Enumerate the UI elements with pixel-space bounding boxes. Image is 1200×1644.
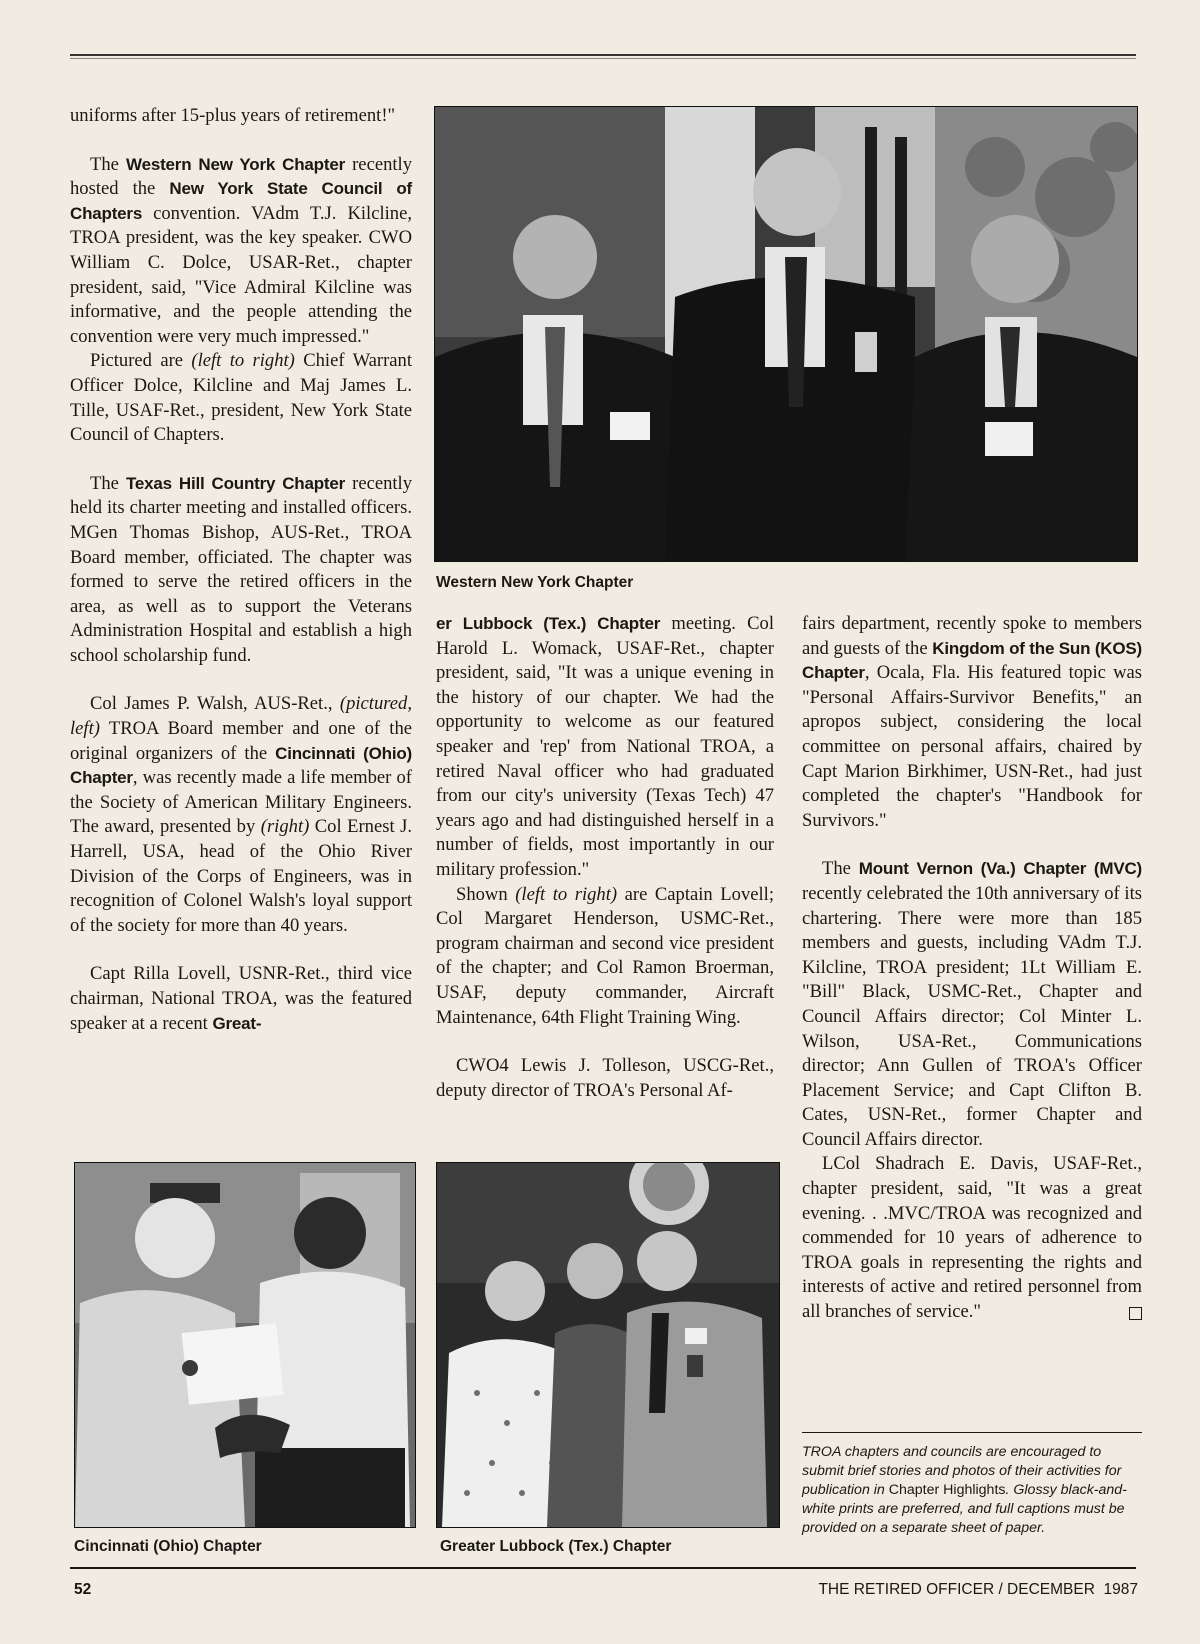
chapter-name-western-ny: Western New York Chapter (126, 154, 345, 174)
chapter-name-lubbock-start: Great- (212, 1013, 262, 1033)
paragraph-cincinnati: Col James P. Walsh, AUS-Ret., (pictured, left) TROA Board member and one of the original organizers of the Cincinnati (Ohio) Chapter, was recently made a life member of the Society of American Military Engineers. The award, presented by (right) Col Ernest J. Harrell, USA, head of the Ohio River Division of the Corps of Engineers, was in recognition of Colonel Walsh's loyal support of the society for more than 40 years. (70, 693, 413, 936)
caption-cincinnati: Cincinnati (Ohio) Chapter (74, 1538, 262, 1555)
paragraph-davis: LCol Shadrach E. Davis, USAF-Ret., chapter president, said, "It was a great evening. . .MVC/TROA was recognized and commended for 10 years of adherence to TROA goals in representing the rights and interests of active and retired personnel from all branches of service." (802, 1153, 1142, 1323)
column-3 (802, 612, 1142, 1325)
chapter-name-lubbock-end: er Lubbock (Tex.) Chapter (436, 614, 661, 633)
column-1 (70, 104, 412, 1036)
chapter-name-mount-vernon: Mount Vernon (Va.) Chapter (MVC) (858, 859, 1142, 879)
paragraph-shown: Shown (left to right) are Captain Lovell; Col Margaret Henderson, USMC-Ret., program chairman and second vice president of the chapter; and Col Ramon Broerman, USAF, deputy commander, Aircraft Maintenance, 64th Flight Training Wing. (436, 883, 774, 1028)
paragraph-pictured: Pictured are (left to right) Chief Warrant Officer Dolce, Kilcline and Maj James L. Tille, USAF-Ret., president, New York State Council of Chapters. (70, 350, 412, 446)
paragraph-mount-vernon: The Mount Vernon (Va.) Chapter (MVC) recently celebrated the 10th anniversary of its chartering. There were more than 185 members and guests, including VAdm T.J. Kilcline, TROA president; 1Lt William E. "Bill" Black, USMC-Ret., Chapter and Council Affairs director; Col Minter L. Wilson, USA-Ret., Communications director; Ann Gullen of TROA's Officer Placement Service; and Capt Clifton B. Cates, USN-Ret., former Chapter and Council Affairs director. (802, 858, 1142, 1150)
end-of-article-icon (1129, 1307, 1142, 1320)
column-2 (436, 612, 774, 1103)
chapter-name-cincinnati: Cincinnati (Ohio) Chapter (70, 743, 413, 788)
paragraph-lubbock: er Lubbock (Tex.) Chapter meeting. Col Harold L. Womack, USAF-Ret., chapter president, said, "It was a unique evening in the history of our chapter. We had the opportunity to welcome as our featured speaker and 'rep' from National TROA, a retired Naval officer who had graduated from our city's university (Texas Tech) 47 years ago and had distinguished herself in a number of fields, most importantly in our military profession." (436, 613, 774, 880)
paragraph-lovell: Capt Rilla Lovell, USNR-Ret., third vice chairman, National TROA, was the featured speaker at a recent Great- (70, 963, 412, 1034)
paragraph-continued: uniforms after 15-plus years of retirement!" (70, 105, 396, 126)
paragraph-western-ny: The Western New York Chapter recently hosted the New York State Council of Chapters convention. VAdm T.J. Kilcline, TROA president, was the key speaker. CWO William C. Dolce, USAR-Ret., chapter president, said, "Vice Admiral Kilcline was informative, and the people attending the convention were very much impressed." (70, 153, 412, 347)
photo-western-ny-chapter (434, 106, 1138, 562)
caption-lubbock: Greater Lubbock (Tex.) Chapter (440, 1538, 672, 1555)
council-name-nys: New York State Council of Chapters (70, 179, 412, 223)
chapter-name-texas-hill: Texas Hill Country Chapter (126, 473, 346, 493)
caption-western-ny: Western New York Chapter (436, 574, 634, 591)
bottom-rule (70, 1567, 1136, 1569)
submission-notice: TROA chapters and councils are encouraged to submit brief stories and photos of their activities for publication in Chapter Highlights. Glossy black-and-white prints are preferred, and full captions must be provided on a separate sheet of paper. (802, 1432, 1142, 1538)
top-rule (70, 54, 1136, 56)
chapter-name-kos: Kingdom of the Sun (KOS) Chapter (802, 638, 1142, 683)
photo-lubbock-chapter (436, 1162, 780, 1528)
paragraph-texas-hill: The Texas Hill Country Chapter recently held its charter meeting and installed officers. MGen Thomas Bishop, AUS-Ret., TROA Board member, officiated. The chapter was formed to serve the retired officers in the area, as well as to support the Veterans Administration Hospital and establish a high school scholarship fund. (70, 472, 413, 666)
page-number: 52 (74, 1581, 92, 1598)
top-rule-thin (70, 58, 1136, 59)
publication-line: THE RETIRED OFFICER / DECEMBER 1987 (818, 1581, 1138, 1598)
photo-cincinnati-chapter (74, 1162, 416, 1528)
paragraph-kos: fairs department, recently spoke to members and guests of the Kingdom of the Sun (KOS) Chapter, Ocala, Fla. His featured topic was "Personal Affairs-Survivor Benefits," an apropos subject, considering the local committee on personal affairs, chaired by Capt Marion Birkhimer, USN-Ret., had just completed the chapter's "Handbook for Survivors." (802, 613, 1142, 831)
paragraph-tolleson: CWO4 Lewis J. Tolleson, USCG-Ret., deputy director of TROA's Personal Af- (436, 1055, 774, 1101)
